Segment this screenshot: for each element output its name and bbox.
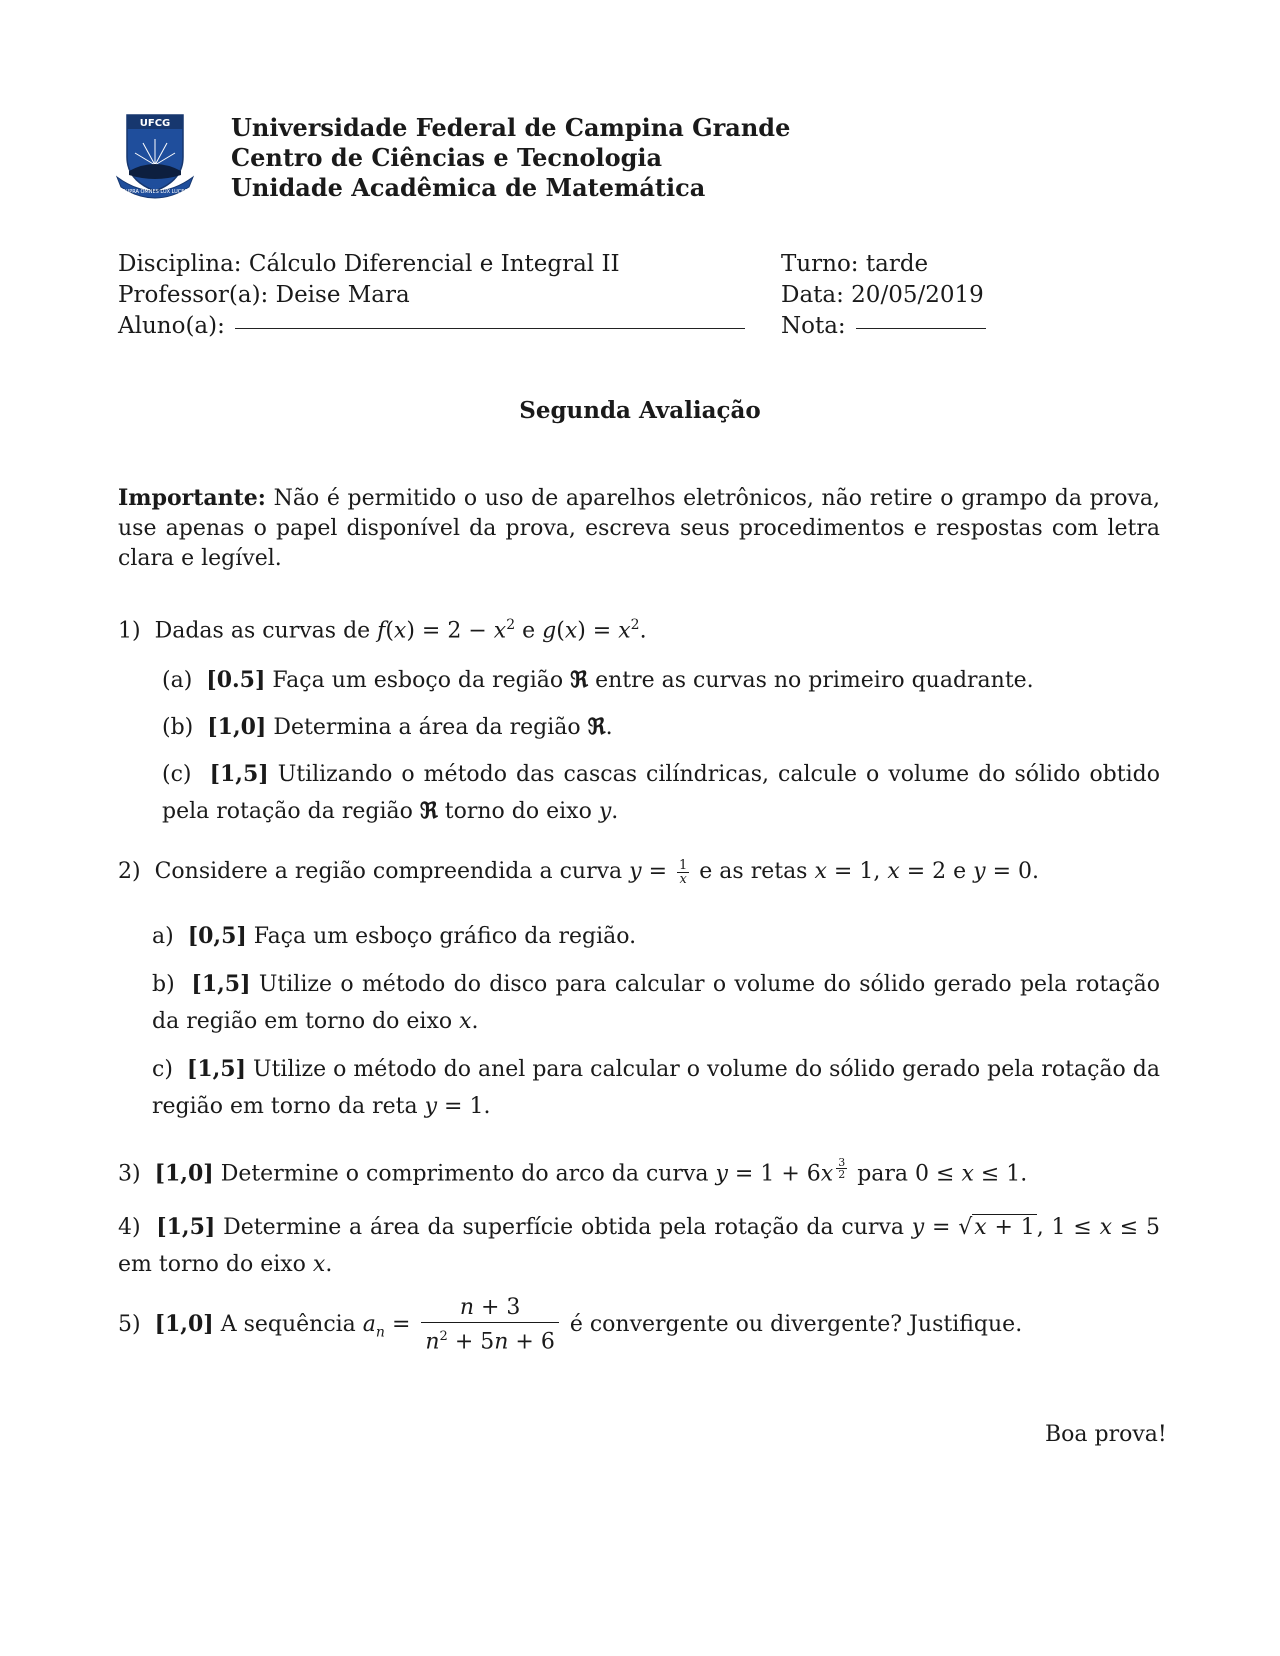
important-note <box>118 483 1160 574</box>
q2-number: 2) <box>118 859 141 884</box>
data-label: Data: <box>781 282 844 308</box>
logo-motto: SUPRA OMNES LUX LUCES <box>122 189 188 195</box>
q3-number: 3) <box>118 1161 141 1187</box>
q1b-text-end: . <box>605 715 613 740</box>
disciplina-label: Disciplina: <box>118 251 242 277</box>
q1a-text-end: entre as curvas no primeiro quadrante. <box>595 668 1034 693</box>
q2b-text: Utilize o método do disco para calcular o volume do sólido gerado pela rotação da região em torno do eixo <box>152 972 1160 1034</box>
q1-item-a: (a) [0.5] Faça um esboço da região ℜ entre as curvas no primeiro quadrante. <box>162 667 1034 693</box>
q5-fraction: $\frac{n + 3}{n^2 + 5n + 6}$ <box>421 1294 558 1356</box>
question-1: 1) Dadas as curvas de $f(x) = 2 - x^2$ e $g(x) = x^2$. <box>118 617 647 644</box>
q4-points: [1,5] <box>156 1214 216 1240</box>
q1a-text: Faça um esboço da região <box>272 668 564 693</box>
q3-text-end: para <box>857 1161 909 1187</box>
meta-left <box>118 249 745 342</box>
q1c-text-end: torno do eixo <box>444 799 592 824</box>
q2-text: Considere a região compreendida a curva <box>154 859 623 884</box>
q4-text-end: em torno do eixo <box>118 1252 306 1277</box>
meta-right <box>781 249 986 342</box>
q1c-label: (c) <box>162 762 192 787</box>
aluno-line <box>118 311 745 342</box>
disciplina-line <box>118 249 745 280</box>
question-4: 4) [1,5] Determine a área da superfície obtida pela rotação da curva y = √x + 1, 1 ≤ x ≤ 5 em torno do eixo x. <box>118 1214 1161 1277</box>
q1b-label: (b) <box>162 715 194 740</box>
q1a-label: (a) <box>162 668 193 693</box>
q2a-text: Faça um esboço gráfico da região. <box>253 924 637 949</box>
q2a-points: [0,5] <box>187 923 247 949</box>
disciplina-value: Cálculo Diferencial e Integral II <box>248 251 620 277</box>
institution-university: Universidade Federal de Campina Grande <box>231 113 791 142</box>
ufcg-logo-icon <box>115 113 195 201</box>
data-line <box>781 280 986 311</box>
professor-line <box>118 280 745 311</box>
q1b-points: [1,0] <box>207 714 267 740</box>
nota-field[interactable] <box>856 327 986 329</box>
turno-label: Turno: <box>781 251 859 277</box>
q2-text-mid: e as retas <box>699 859 808 884</box>
q5-text-end: é convergente ou divergente? Justifique. <box>569 1312 1023 1338</box>
q1-number: 1) <box>118 618 141 644</box>
q4-text: Determine a área da superfície obtida pela rotação da curva <box>223 1215 904 1240</box>
exam-title: Segunda Avaliação <box>519 397 761 424</box>
question-2: 2) Considere a região compreendida a curva y = $\frac{1}{x}$ e as retas x = 1, x = 2 e y = 0. <box>118 857 1040 887</box>
nota-label: Nota: <box>781 313 846 339</box>
professor-value: Deise Mara <box>275 282 410 308</box>
turno-value: tarde <box>865 251 929 277</box>
q5-number: 5) <box>118 1312 141 1338</box>
aluno-label: Aluno(a): <box>118 313 225 339</box>
q5-text: A sequência <box>220 1312 356 1338</box>
q1c-text: Utilizando o método das cascas cilíndricas, calcule o volume do sólido obtido pela rotação da região <box>162 762 1160 824</box>
institution-unit: Unidade Acadêmica de Matemática <box>231 173 706 202</box>
question-5: 5) [1,0] A sequência $a_n$ = $\frac{n + 3}{n^2 + 5n + 6}$ é convergente ou divergente? Justifique. <box>118 1295 1023 1355</box>
important-label: Importante: <box>118 485 266 511</box>
q1-item-c: (c) [1,5] Utilizando o método das cascas cilíndricas, calcule o volume do sólido obtido pela rotação da região ℜ torno do eixo y. <box>162 761 1160 824</box>
q2c-label: c) <box>152 1057 173 1082</box>
q2-item-b: b) [1,5] Utilize o método do disco para calcular o volume do sólido gerado pela rotação da região em torno do eixo x. <box>152 971 1160 1034</box>
q5-points: [1,0] <box>154 1311 214 1338</box>
q2b-points: [1,5] <box>191 971 251 997</box>
q2a-label: a) <box>152 924 174 949</box>
q2c-points: [1,5] <box>186 1056 247 1082</box>
institution-block <box>231 113 790 203</box>
q1-text: Dadas as curvas de <box>154 618 371 644</box>
q1a-points: [0.5] <box>206 667 266 693</box>
closing-text: Boa prova! <box>1045 1422 1167 1447</box>
institution-center: Centro de Ciências e Tecnologia <box>231 143 663 172</box>
q1b-text: Determina a área da região <box>273 715 581 740</box>
q1-item-b: (b) [1,0] Determina a área da região ℜ. <box>162 714 613 740</box>
question-3: 3) [1,0] Determine o comprimento do arco da curva y = 1 + 6x $^{\frac{3}{2}}$ para 0 ≤ x ≤ 1. <box>118 1156 1028 1187</box>
logo-text: UFCG <box>139 118 171 129</box>
professor-label: Professor(a): <box>118 282 269 308</box>
q2-item-c: c) [1,5] Utilize o método do anel para calcular o volume do sólido gerado pela rotação da região em torno da reta y = 1. <box>152 1056 1161 1119</box>
q4-number: 4) <box>118 1215 141 1240</box>
nota-line <box>781 311 986 342</box>
important-text: Não é permitido o uso de aparelhos eletrônicos, não retire o grampo da prova, use apenas o papel disponível da prova, escreva seus procedimentos e respostas com letra clara e legível. <box>118 486 1160 571</box>
q2b-label: b) <box>152 972 175 997</box>
data-value: 20/05/2019 <box>851 282 984 308</box>
q3-text: Determine o comprimento do arco da curva <box>220 1161 709 1187</box>
q3-points: [1,0] <box>154 1160 214 1187</box>
turno-line <box>781 249 986 280</box>
aluno-field[interactable] <box>235 327 745 329</box>
q1c-points: [1,5] <box>209 761 269 787</box>
q2c-text: Utilize o método do anel para calcular o volume do sólido gerado pela rotação da região em torno da reta <box>152 1057 1161 1119</box>
q2-item-a <box>152 918 1160 955</box>
